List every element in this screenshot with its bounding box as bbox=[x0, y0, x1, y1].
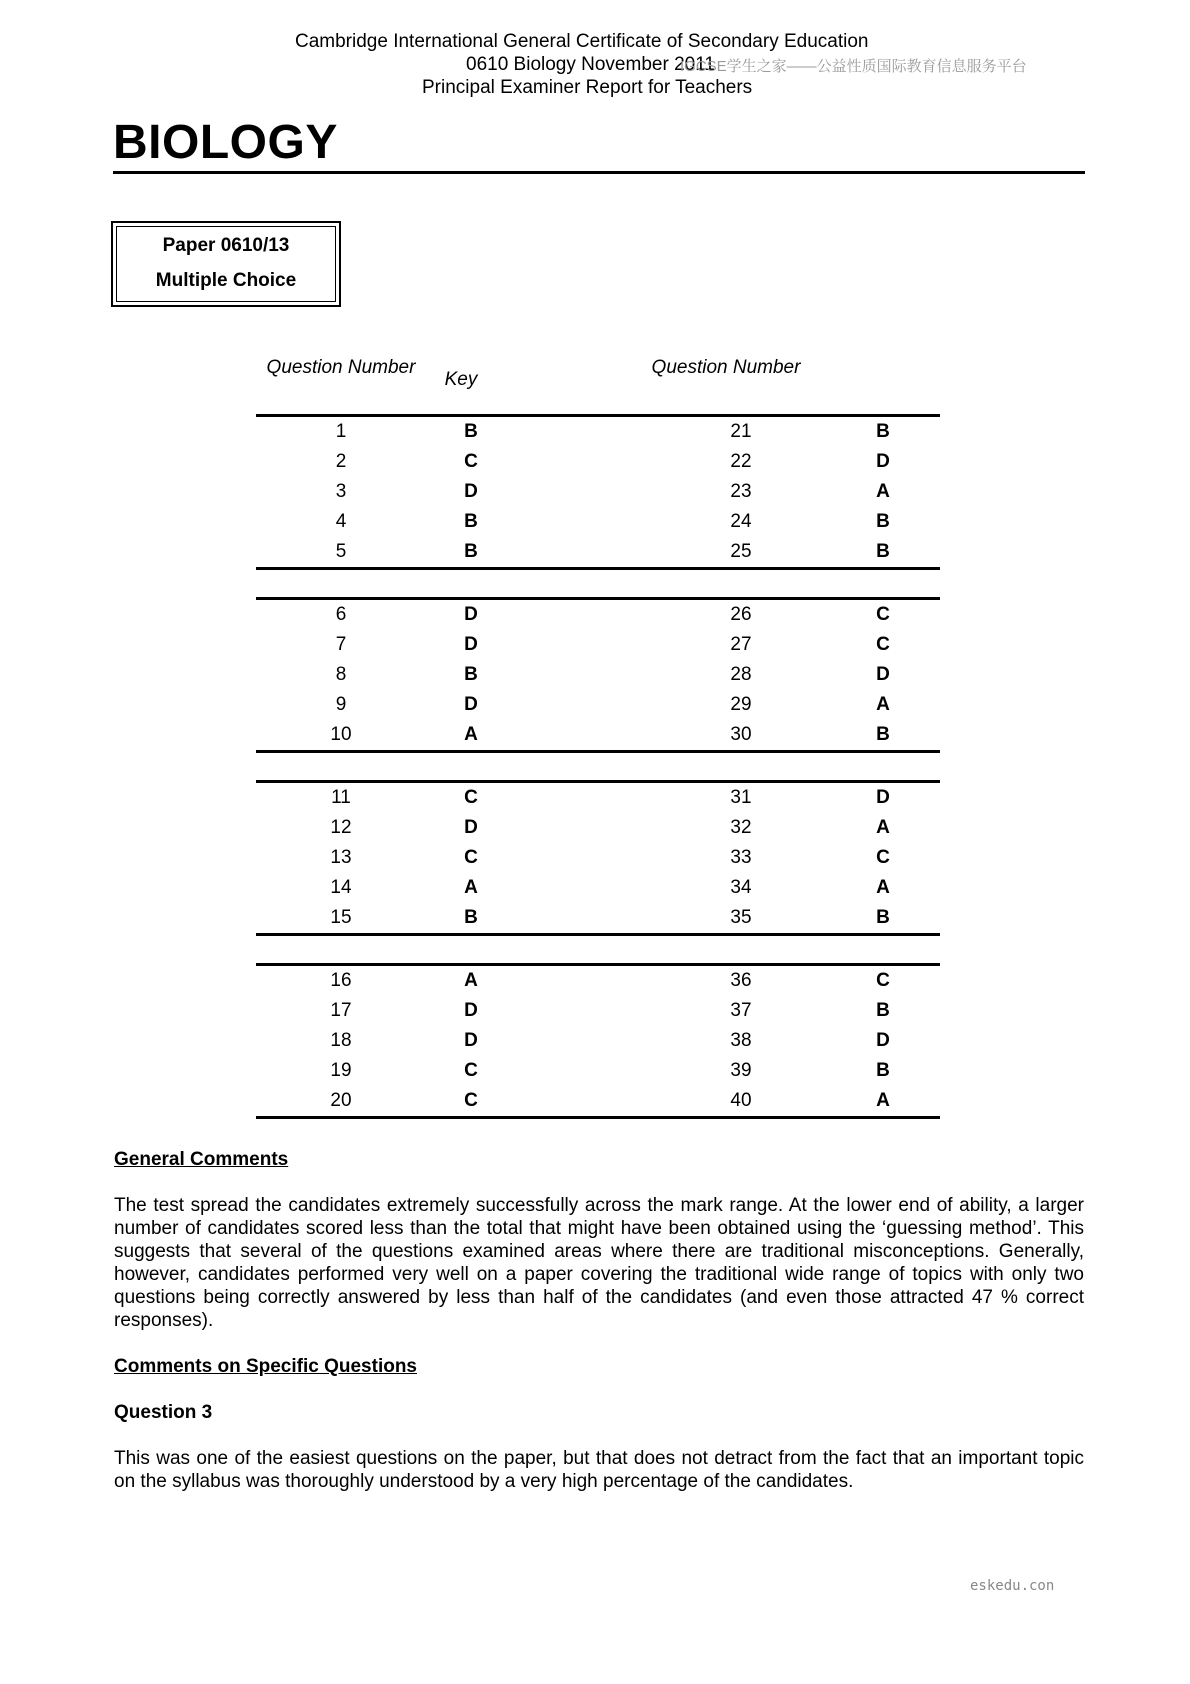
subject-title: BIOLOGY bbox=[113, 116, 338, 169]
question-number-cell: 8 bbox=[335, 664, 347, 685]
question-number-cell: 6 bbox=[335, 604, 347, 625]
answer-key-table bbox=[256, 354, 940, 1119]
question-number-cell: 12 bbox=[330, 817, 352, 838]
key-cell: C bbox=[464, 787, 478, 808]
header-question-number-2: Question Number bbox=[651, 357, 801, 378]
question-number-cell: 10 bbox=[330, 724, 352, 745]
table-gap bbox=[256, 570, 940, 597]
title-divider bbox=[113, 171, 1085, 174]
question-number-cell: 2 bbox=[335, 451, 347, 472]
key-cell: D bbox=[876, 664, 890, 685]
paper-info-box bbox=[111, 221, 341, 307]
general-comments-heading: General Comments bbox=[114, 1149, 289, 1170]
question-number-cell: 11 bbox=[331, 787, 351, 808]
specific-comments-section bbox=[114, 1355, 1084, 1493]
question-number-cell: 36 bbox=[730, 970, 752, 991]
question-number-cell: 37 bbox=[730, 1000, 752, 1021]
key-cell: B bbox=[464, 541, 478, 562]
key-cell: A bbox=[876, 817, 890, 838]
header-report-type: Principal Examiner Report for Teachers bbox=[422, 77, 753, 98]
key-cell: C bbox=[464, 451, 478, 472]
question-number-cell: 24 bbox=[730, 511, 752, 532]
question-number-cell: 23 bbox=[730, 481, 752, 502]
key-cell: D bbox=[876, 451, 890, 472]
key-cell: C bbox=[876, 970, 890, 991]
question-number-cell: 14 bbox=[330, 877, 352, 898]
table-row bbox=[256, 417, 940, 447]
table-row bbox=[256, 783, 940, 813]
table-gap bbox=[256, 936, 940, 963]
table-row bbox=[256, 477, 940, 507]
key-cell: B bbox=[876, 541, 890, 562]
table-group bbox=[256, 600, 940, 750]
question-number-cell: 22 bbox=[730, 451, 752, 472]
question-number-cell: 17 bbox=[330, 1000, 352, 1021]
key-cell: D bbox=[876, 787, 890, 808]
table-row bbox=[256, 447, 940, 477]
question-number-cell: 25 bbox=[730, 541, 752, 562]
question-number-cell: 15 bbox=[330, 907, 352, 928]
question-number-cell: 16 bbox=[330, 970, 352, 991]
question-number-cell: 18 bbox=[330, 1030, 352, 1051]
key-cell: B bbox=[464, 511, 478, 532]
table-body bbox=[256, 414, 940, 1119]
question-number-cell: 26 bbox=[730, 604, 752, 625]
question-number-cell: 38 bbox=[730, 1030, 752, 1051]
key-cell: D bbox=[464, 481, 478, 502]
question-number-cell: 21 bbox=[730, 421, 752, 442]
table-row bbox=[256, 1086, 940, 1116]
key-cell: A bbox=[876, 694, 890, 715]
header-qualification: Cambridge International General Certificate of Secondary Education bbox=[295, 31, 869, 52]
footer-site: eskedu.con bbox=[970, 1578, 1055, 1594]
question-number-cell: 20 bbox=[330, 1090, 352, 1111]
table-row bbox=[256, 996, 940, 1026]
question-number-cell: 34 bbox=[730, 877, 752, 898]
key-cell: D bbox=[464, 817, 478, 838]
table-row bbox=[256, 507, 940, 537]
key-cell: A bbox=[464, 724, 478, 745]
key-cell: B bbox=[876, 421, 890, 442]
table-row bbox=[256, 966, 940, 996]
table-row bbox=[256, 600, 940, 630]
key-cell: B bbox=[876, 1060, 890, 1081]
specific-comments-heading: Comments on Specific Questions bbox=[114, 1356, 417, 1377]
key-cell: C bbox=[464, 1090, 478, 1111]
key-cell: B bbox=[464, 664, 478, 685]
key-cell: A bbox=[464, 970, 478, 991]
table-group bbox=[256, 966, 940, 1116]
question-number-cell: 7 bbox=[335, 634, 347, 655]
question-number-cell: 9 bbox=[335, 694, 347, 715]
question-number-cell: 31 bbox=[730, 787, 752, 808]
table-group bbox=[256, 417, 940, 567]
key-cell: B bbox=[464, 907, 478, 928]
key-cell: B bbox=[464, 421, 478, 442]
key-cell: A bbox=[876, 481, 890, 502]
key-cell: A bbox=[876, 877, 890, 898]
paper-code: Paper 0610/13 bbox=[162, 235, 290, 256]
table-row bbox=[256, 630, 940, 660]
header-question-number: Question Number bbox=[266, 357, 416, 378]
table-row bbox=[256, 660, 940, 690]
paper-type: Multiple Choice bbox=[155, 270, 297, 291]
table-row bbox=[256, 813, 940, 843]
key-cell: A bbox=[876, 1090, 890, 1111]
question-number-cell: 30 bbox=[730, 724, 752, 745]
table-row bbox=[256, 843, 940, 873]
question-number-cell: 5 bbox=[335, 541, 347, 562]
table-row bbox=[256, 537, 940, 567]
key-cell: C bbox=[876, 634, 890, 655]
question-number-cell: 27 bbox=[730, 634, 752, 655]
question-number-cell: 19 bbox=[330, 1060, 352, 1081]
table-row bbox=[256, 903, 940, 933]
key-cell: C bbox=[464, 1060, 478, 1081]
key-cell: A bbox=[464, 877, 478, 898]
key-cell: C bbox=[876, 847, 890, 868]
table-gap bbox=[256, 753, 940, 780]
key-cell: D bbox=[876, 1030, 890, 1051]
table-row bbox=[256, 720, 940, 750]
key-cell: D bbox=[464, 634, 478, 655]
header-key: Key bbox=[444, 369, 478, 390]
question-number-cell: 39 bbox=[730, 1060, 752, 1081]
key-cell: C bbox=[876, 604, 890, 625]
key-cell: B bbox=[876, 1000, 890, 1021]
question-3-heading: Question 3 bbox=[114, 1402, 213, 1423]
general-comments-body: The test spread the candidates extremely successfully across the mark range. At the lower end of ability, a larger number of candidates scored less than the total that might have been obtained using the ‘guessing method’. This suggests that several of the questions examined areas where there are traditional misconceptions. Generally, however, candidates performed very well on a paper covering the traditional wide range of topics with only two questions being correctly answered by less than half of the candidates (and even those attracted 47 % correct responses). bbox=[114, 1195, 1084, 1331]
table-group bbox=[256, 783, 940, 933]
question-3-body: This was one of the easiest questions on the paper, but that does not detract from the fact that an important topic on the syllabus was thoroughly understood by a very high percentage of the candidates. bbox=[114, 1448, 1084, 1492]
question-number-cell: 32 bbox=[730, 817, 752, 838]
general-comments-section bbox=[114, 1148, 1084, 1332]
table-rule bbox=[256, 1116, 940, 1119]
key-cell: B bbox=[876, 907, 890, 928]
watermark-text: IGCSE学生之家——公益性质国际教育信息服务平台 bbox=[680, 58, 1027, 75]
question-number-cell: 40 bbox=[730, 1090, 752, 1111]
table-row bbox=[256, 1056, 940, 1086]
question-number-cell: 35 bbox=[730, 907, 752, 928]
key-cell: D bbox=[464, 694, 478, 715]
table-header bbox=[256, 354, 940, 414]
table-row bbox=[256, 1026, 940, 1056]
question-number-cell: 28 bbox=[730, 664, 752, 685]
key-cell: C bbox=[464, 847, 478, 868]
question-number-cell: 13 bbox=[330, 847, 352, 868]
question-number-cell: 29 bbox=[730, 694, 752, 715]
table-row bbox=[256, 690, 940, 720]
key-cell: B bbox=[876, 724, 890, 745]
question-number-cell: 3 bbox=[335, 481, 347, 502]
key-cell: D bbox=[464, 1030, 478, 1051]
table-row bbox=[256, 873, 940, 903]
question-number-cell: 33 bbox=[730, 847, 752, 868]
key-cell: B bbox=[876, 511, 890, 532]
question-number-cell: 1 bbox=[335, 421, 347, 442]
header-syllabus: 0610 Biology November 2011 bbox=[466, 54, 715, 75]
question-number-cell: 4 bbox=[335, 511, 347, 532]
key-cell: D bbox=[464, 604, 478, 625]
key-cell: D bbox=[464, 1000, 478, 1021]
